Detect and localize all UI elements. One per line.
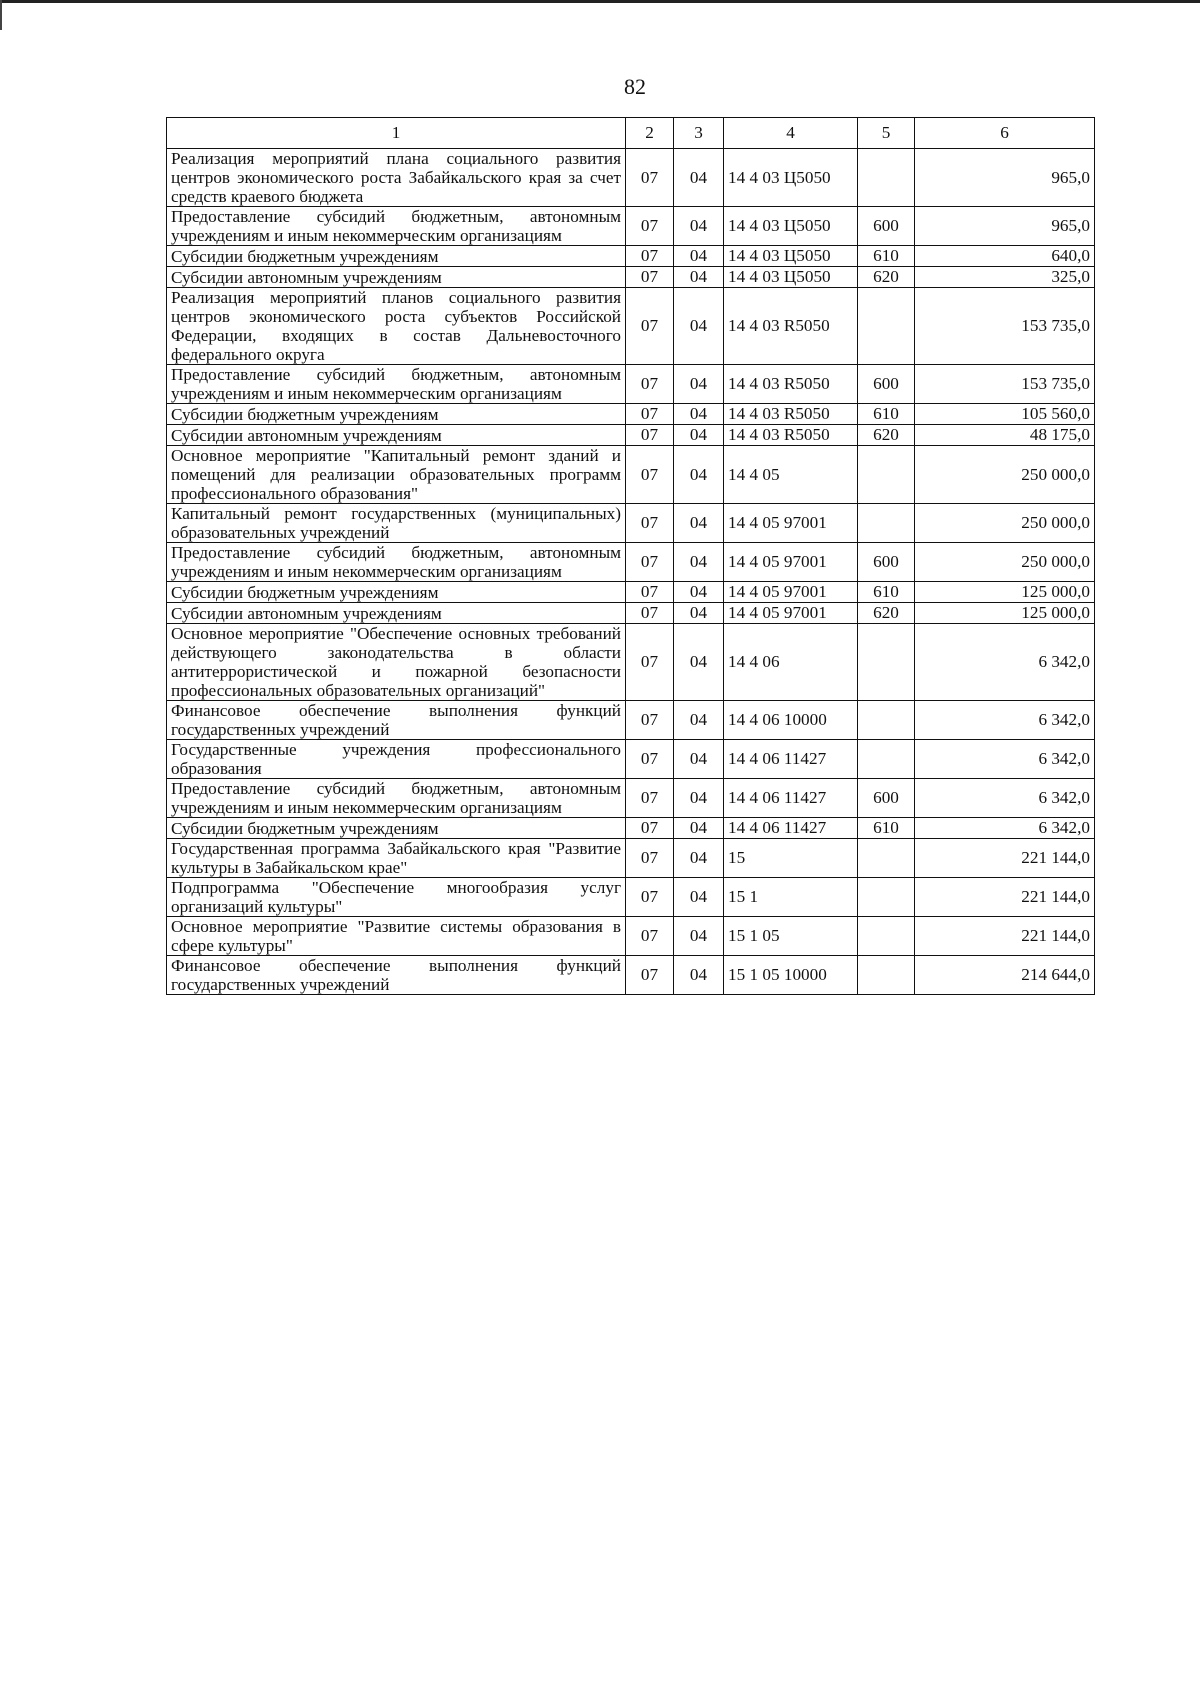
table-row — [167, 149, 1095, 207]
cell-section: 07 — [626, 504, 674, 543]
table-row — [167, 288, 1095, 365]
table-row — [167, 582, 1095, 603]
cell-amount: 221 144,0 — [915, 878, 1095, 917]
cell-expense-type — [858, 878, 915, 917]
page-number: 82 — [624, 74, 646, 99]
cell-target-article: 14 4 03 Ц5050 — [724, 267, 858, 288]
cell-subsection: 04 — [674, 365, 724, 404]
table-row — [167, 425, 1095, 446]
cell-expense-type — [858, 504, 915, 543]
cell-expense-type: 600 — [858, 779, 915, 818]
cell-amount: 640,0 — [915, 246, 1095, 267]
cell-expense-type — [858, 917, 915, 956]
table-row — [167, 404, 1095, 425]
cell-name: Субсидии бюджетным учреждениям — [167, 582, 626, 603]
cell-section: 07 — [626, 878, 674, 917]
cell-amount: 6 342,0 — [915, 779, 1095, 818]
cell-amount: 105 560,0 — [915, 404, 1095, 425]
cell-subsection: 04 — [674, 582, 724, 603]
cell-expense-type: 610 — [858, 582, 915, 603]
cell-expense-type: 610 — [858, 246, 915, 267]
cell-subsection: 04 — [674, 504, 724, 543]
cell-subsection: 04 — [674, 425, 724, 446]
column-header-2: 2 — [626, 118, 674, 149]
cell-target-article: 14 4 06 11427 — [724, 779, 858, 818]
cell-section: 07 — [626, 818, 674, 839]
cell-subsection: 04 — [674, 149, 724, 207]
cell-expense-type — [858, 740, 915, 779]
cell-target-article: 14 4 03 Ц5050 — [724, 246, 858, 267]
table-row — [167, 839, 1095, 878]
cell-expense-type — [858, 956, 915, 995]
cell-expense-type: 620 — [858, 425, 915, 446]
scan-edge-left — [0, 0, 2, 30]
cell-subsection: 04 — [674, 779, 724, 818]
cell-name: Субсидии бюджетным учреждениям — [167, 818, 626, 839]
cell-amount: 125 000,0 — [915, 603, 1095, 624]
cell-name: Предоставление субсидий бюджетным, автономным учреждениям и иным некоммерческим организациям — [167, 779, 626, 818]
cell-expense-type — [858, 839, 915, 878]
cell-name: Субсидии бюджетным учреждениям — [167, 246, 626, 267]
cell-name: Реализация мероприятий плана социального развития центров экономического роста Забайкальского края за счет средств краевого бюджета — [167, 149, 626, 207]
cell-subsection: 04 — [674, 404, 724, 425]
column-header-5: 5 — [858, 118, 915, 149]
cell-name: Государственная программа Забайкальского края "Развитие культуры в Забайкальском крае" — [167, 839, 626, 878]
cell-expense-type: 620 — [858, 603, 915, 624]
cell-subsection: 04 — [674, 818, 724, 839]
cell-amount: 153 735,0 — [915, 365, 1095, 404]
cell-section: 07 — [626, 624, 674, 701]
cell-expense-type: 600 — [858, 207, 915, 246]
cell-target-article: 14 4 05 97001 — [724, 504, 858, 543]
cell-amount: 6 342,0 — [915, 818, 1095, 839]
cell-expense-type: 610 — [858, 818, 915, 839]
table-row — [167, 917, 1095, 956]
cell-name: Субсидии бюджетным учреждениям — [167, 404, 626, 425]
cell-section: 07 — [626, 582, 674, 603]
cell-target-article: 14 4 03 R5050 — [724, 288, 858, 365]
cell-target-article: 14 4 03 R5050 — [724, 365, 858, 404]
cell-amount: 965,0 — [915, 149, 1095, 207]
cell-amount: 6 342,0 — [915, 701, 1095, 740]
cell-section: 07 — [626, 207, 674, 246]
cell-target-article: 14 4 03 R5050 — [724, 404, 858, 425]
cell-target-article: 14 4 06 — [724, 624, 858, 701]
cell-expense-type: 620 — [858, 267, 915, 288]
table-row — [167, 603, 1095, 624]
column-header-4: 4 — [724, 118, 858, 149]
cell-name: Основное мероприятие "Обеспечение основных требований действующего законодательства в области антитеррористической и пожарной безопасности профессиональных образовательных организаций" — [167, 624, 626, 701]
cell-subsection: 04 — [674, 956, 724, 995]
cell-expense-type — [858, 446, 915, 504]
header-row — [167, 118, 1095, 149]
table-header — [167, 118, 1095, 149]
cell-section: 07 — [626, 740, 674, 779]
cell-section: 07 — [626, 149, 674, 207]
budget-table — [166, 117, 1095, 995]
cell-amount: 250 000,0 — [915, 543, 1095, 582]
cell-subsection: 04 — [674, 839, 724, 878]
cell-subsection: 04 — [674, 543, 724, 582]
cell-name: Субсидии автономным учреждениям — [167, 425, 626, 446]
cell-section: 07 — [626, 288, 674, 365]
column-header-6: 6 — [915, 118, 1095, 149]
cell-amount: 250 000,0 — [915, 446, 1095, 504]
cell-amount: 965,0 — [915, 207, 1095, 246]
table-row — [167, 956, 1095, 995]
cell-target-article: 14 4 03 R5050 — [724, 425, 858, 446]
cell-section: 07 — [626, 246, 674, 267]
cell-subsection: 04 — [674, 624, 724, 701]
cell-target-article: 14 4 06 11427 — [724, 818, 858, 839]
cell-target-article: 15 — [724, 839, 858, 878]
cell-name: Финансовое обеспечение выполнения функций государственных учреждений — [167, 701, 626, 740]
column-header-1: 1 — [167, 118, 626, 149]
table-row — [167, 701, 1095, 740]
cell-subsection: 04 — [674, 207, 724, 246]
cell-amount: 6 342,0 — [915, 624, 1095, 701]
cell-section: 07 — [626, 543, 674, 582]
cell-section: 07 — [626, 446, 674, 504]
cell-subsection: 04 — [674, 603, 724, 624]
cell-amount: 6 342,0 — [915, 740, 1095, 779]
cell-name: Предоставление субсидий бюджетным, автономным учреждениям и иным некоммерческим организациям — [167, 365, 626, 404]
table-row — [167, 818, 1095, 839]
cell-section: 07 — [626, 267, 674, 288]
table-row — [167, 779, 1095, 818]
cell-expense-type: 600 — [858, 365, 915, 404]
cell-name: Основное мероприятие "Капитальный ремонт зданий и помещений для реализации образовательных программ профессионального образования" — [167, 446, 626, 504]
cell-amount: 325,0 — [915, 267, 1095, 288]
cell-section: 07 — [626, 603, 674, 624]
cell-subsection: 04 — [674, 878, 724, 917]
cell-name: Реализация мероприятий планов социального развития центров экономического роста субъектов Российской Федерации, входящих в состав Дальневосточного федерального округа — [167, 288, 626, 365]
cell-amount: 125 000,0 — [915, 582, 1095, 603]
cell-target-article: 14 4 06 10000 — [724, 701, 858, 740]
table-row — [167, 446, 1095, 504]
cell-name: Основное мероприятие "Развитие системы образования в сфере культуры" — [167, 917, 626, 956]
cell-amount: 153 735,0 — [915, 288, 1095, 365]
cell-name: Государственные учреждения профессионального образования — [167, 740, 626, 779]
cell-target-article: 14 4 03 Ц5050 — [724, 207, 858, 246]
cell-amount: 221 144,0 — [915, 917, 1095, 956]
cell-name: Предоставление субсидий бюджетным, автономным учреждениям и иным некоммерческим организациям — [167, 543, 626, 582]
cell-section: 07 — [626, 917, 674, 956]
cell-target-article: 14 4 06 11427 — [724, 740, 858, 779]
cell-subsection: 04 — [674, 917, 724, 956]
cell-subsection: 04 — [674, 288, 724, 365]
cell-name: Предоставление субсидий бюджетным, автономным учреждениям и иным некоммерческим организациям — [167, 207, 626, 246]
cell-subsection: 04 — [674, 246, 724, 267]
cell-expense-type — [858, 149, 915, 207]
cell-amount: 214 644,0 — [915, 956, 1095, 995]
cell-name: Субсидии автономным учреждениям — [167, 603, 626, 624]
cell-subsection: 04 — [674, 740, 724, 779]
table-row — [167, 267, 1095, 288]
cell-expense-type: 600 — [858, 543, 915, 582]
table-row — [167, 365, 1095, 404]
cell-expense-type — [858, 624, 915, 701]
table-row — [167, 504, 1095, 543]
cell-name: Субсидии автономным учреждениям — [167, 267, 626, 288]
cell-expense-type: 610 — [858, 404, 915, 425]
table-row — [167, 207, 1095, 246]
cell-name: Капитальный ремонт государственных (муниципальных) образовательных учреждений — [167, 504, 626, 543]
cell-section: 07 — [626, 779, 674, 818]
cell-expense-type — [858, 288, 915, 365]
cell-amount: 221 144,0 — [915, 839, 1095, 878]
cell-section: 07 — [626, 701, 674, 740]
table-row — [167, 543, 1095, 582]
scan-edge-top — [0, 0, 1200, 3]
table-body — [167, 149, 1095, 995]
cell-target-article: 14 4 05 97001 — [724, 582, 858, 603]
cell-subsection: 04 — [674, 701, 724, 740]
table-row — [167, 246, 1095, 267]
cell-section: 07 — [626, 956, 674, 995]
table-row — [167, 624, 1095, 701]
cell-target-article: 14 4 03 Ц5050 — [724, 149, 858, 207]
cell-target-article: 15 1 — [724, 878, 858, 917]
cell-expense-type — [858, 701, 915, 740]
cell-section: 07 — [626, 425, 674, 446]
table-row — [167, 740, 1095, 779]
cell-subsection: 04 — [674, 446, 724, 504]
cell-name: Подпрограмма "Обеспечение многообразия услуг организаций культуры" — [167, 878, 626, 917]
cell-section: 07 — [626, 365, 674, 404]
column-header-3: 3 — [674, 118, 724, 149]
table-row — [167, 878, 1095, 917]
cell-target-article: 15 1 05 — [724, 917, 858, 956]
cell-amount: 250 000,0 — [915, 504, 1095, 543]
cell-section: 07 — [626, 839, 674, 878]
cell-target-article: 14 4 05 97001 — [724, 603, 858, 624]
cell-target-article: 14 4 05 97001 — [724, 543, 858, 582]
cell-subsection: 04 — [674, 267, 724, 288]
cell-target-article: 15 1 05 10000 — [724, 956, 858, 995]
cell-amount: 48 175,0 — [915, 425, 1095, 446]
cell-target-article: 14 4 05 — [724, 446, 858, 504]
cell-name: Финансовое обеспечение выполнения функций государственных учреждений — [167, 956, 626, 995]
cell-section: 07 — [626, 404, 674, 425]
